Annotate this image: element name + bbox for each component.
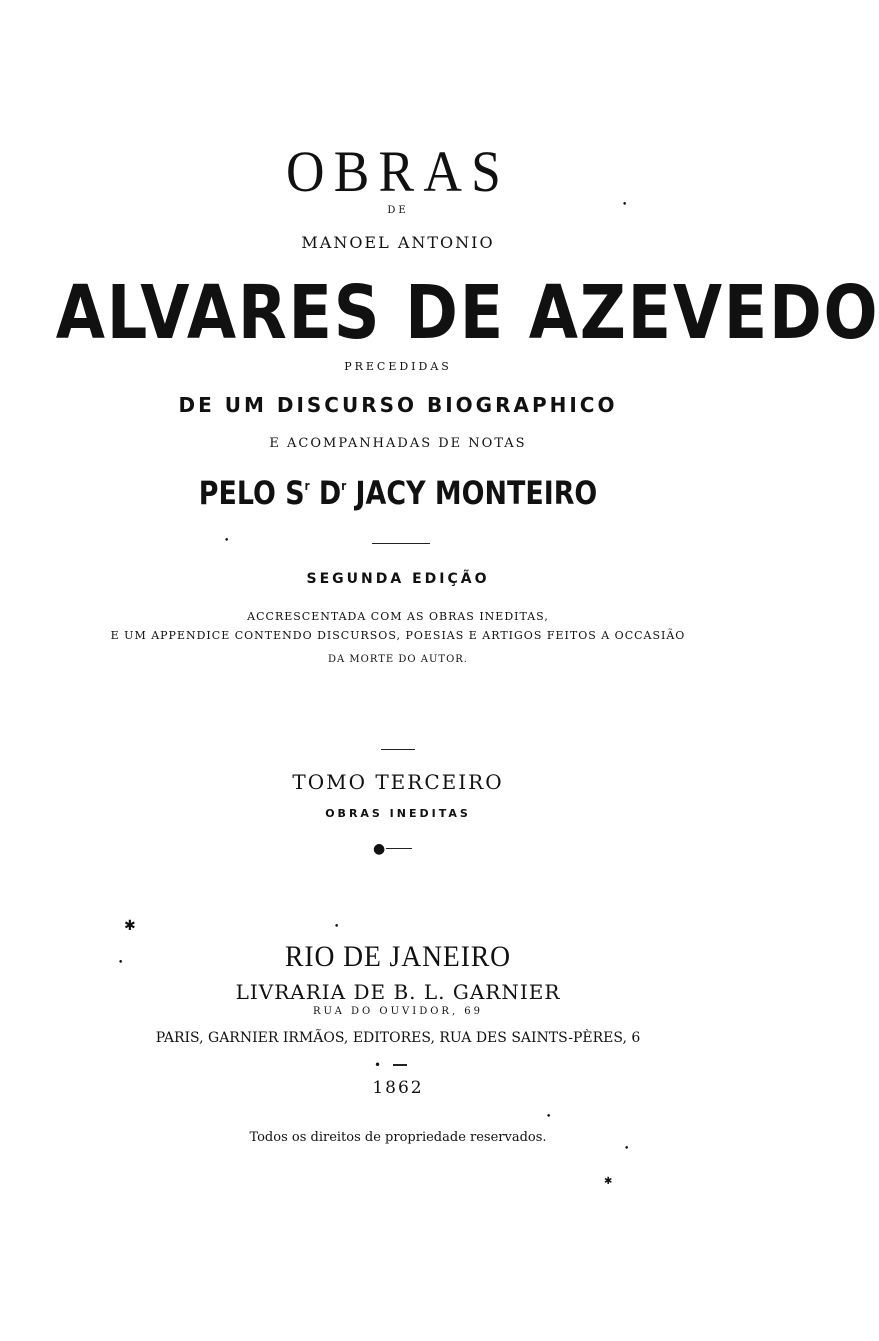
editor-prefix: PELO — [198, 474, 276, 512]
editor-title-d-sup: r — [341, 479, 347, 493]
publication-year: 1862 — [372, 1078, 424, 1098]
appendix-note: E UM APPENDICE CONTENDO DISCURSOS, POESIAS E ARTIGOS FEITOS A OCCASIÃO — [110, 629, 686, 642]
divider-rule — [381, 749, 415, 750]
dot-ornament-icon: • — [374, 1058, 382, 1072]
collection-title: OBRAS — [286, 139, 510, 204]
author-surname: ALVARES DE AZEVEDO — [55, 270, 879, 356]
editor-title-d: D — [318, 474, 342, 512]
ornament-rule — [386, 848, 412, 849]
divider-rule — [372, 543, 430, 544]
rights-notice: Todos os direitos de propriedade reservados. — [249, 1130, 547, 1145]
ink-speck-icon: • — [334, 922, 340, 932]
author-first-names: MANOEL ANTONIO — [301, 233, 495, 252]
edition-label: SEGUNDA EDIÇÃO — [306, 571, 490, 587]
editor-credit — [64, 474, 733, 512]
imprint-address: RUA DO OUVIDOR, 69 — [312, 1006, 484, 1017]
biographical-discourse: DE UM DISCURSO BIOGRAPHICO — [178, 393, 618, 417]
volume-title: TOMO TERCEIRO — [292, 770, 504, 794]
fleuron-ornament-icon: ● — [373, 841, 386, 857]
imprint-publisher: LIVRARIA DE B. L. GARNIER — [235, 980, 561, 1004]
preceded-label: PRECEDIDAS — [344, 360, 452, 373]
accompanied-label: E ACOMPANHADAS DE NOTAS — [269, 436, 527, 451]
ink-speck-icon: • — [118, 958, 124, 968]
death-note: DA MORTE DO AUTOR. — [328, 654, 468, 665]
ink-speck-icon: • — [624, 1144, 630, 1154]
editor-name: JACY MONTEIRO — [355, 474, 598, 512]
editor-title-s-sup: r — [304, 479, 310, 493]
ink-speck-icon: • — [224, 536, 230, 546]
short-rule — [393, 1064, 407, 1066]
editor-title-s: S — [285, 474, 305, 512]
author-particle: DE — [387, 205, 409, 216]
ink-speck-icon: • — [622, 200, 628, 210]
ink-speck-icon: ✱ — [124, 918, 136, 934]
imprint-paris: PARIS, GARNIER IRMÃOS, EDITORES, RUA DES SAINTS-PÈRES, 6 — [155, 1030, 641, 1046]
ink-speck-icon: ✱ — [604, 1176, 613, 1187]
augmented-note: ACCRESCENTADA COM AS OBRAS INEDITAS, — [247, 610, 549, 623]
imprint-city: RIO DE JANEIRO — [284, 940, 512, 973]
ink-speck-icon: • — [546, 1112, 552, 1122]
volume-subtitle: OBRAS INEDITAS — [325, 807, 471, 820]
